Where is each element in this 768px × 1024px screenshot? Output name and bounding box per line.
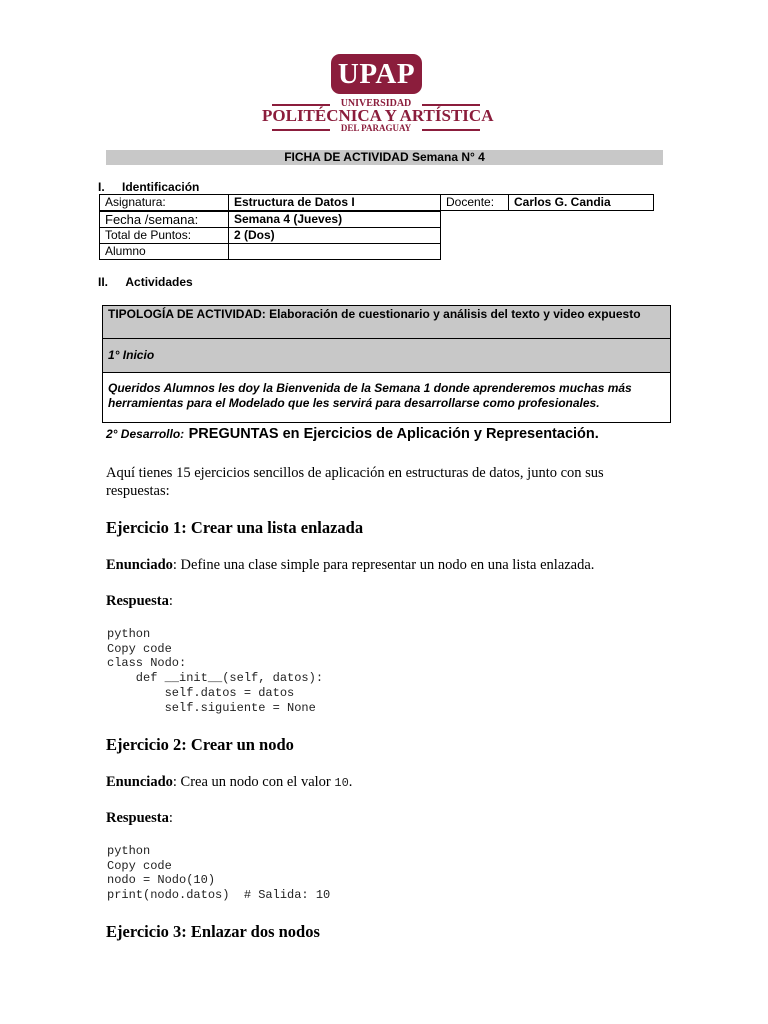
section-identificacion (98, 180, 199, 194)
logo-country: DEL PARAGUAY (340, 123, 412, 133)
identification-table (99, 194, 654, 211)
docente-value: Carlos G. Candia (509, 195, 654, 211)
logo-university: UNIVERSIDAD (340, 98, 412, 109)
identification-table-lower (99, 211, 441, 260)
inicio-row (103, 339, 670, 373)
logo-badge: UPAP (331, 54, 422, 94)
exercise-2-answer-label (106, 809, 173, 827)
alumno-value (229, 244, 441, 260)
section-number: II. (98, 275, 109, 289)
puntos-label: Total de Puntos: (100, 228, 229, 244)
exercise-2-title: Ejercicio 2: Crear un nodo (106, 735, 294, 754)
enunciado-label: Enunciado (106, 774, 173, 790)
asignatura-label: Asignatura: (100, 195, 229, 211)
alumno-label: Alumno (100, 244, 229, 260)
asignatura-value: Estructura de Datos I (229, 195, 441, 211)
logo-name: POLITÉCNICA Y ARTÍSTICA (262, 106, 494, 125)
exercise-1-answer-label (106, 592, 173, 610)
exercise-2-code: python Copy code nodo = Nodo(10) print(nodo.datos) # Salida: 10 (107, 844, 331, 903)
welcome-row (103, 373, 670, 422)
intro-paragraph: Aquí tienes 15 ejercicios sencillos de aplicación en estructuras de datos, junto con sus respuestas: (106, 465, 604, 499)
exercise-3-title: Ejercicio 3: Enlazar dos nodos (106, 922, 320, 941)
section-title: Identificación (122, 180, 200, 194)
fecha-label: Fecha /semana: (100, 212, 229, 228)
respuesta-colon: : (168, 810, 173, 826)
exercise-2-statement (106, 773, 352, 791)
statement-text: : Crea un nodo con el valor (172, 774, 335, 790)
respuesta-label: Respuesta (106, 593, 169, 609)
desarrollo-label: 2° Desarrollo: (106, 427, 185, 441)
tipologia-row: TIPOLOGÍA DE ACTIVIDAD: Elaboración de cuestionario y análisis del texto y video expuesto (103, 306, 670, 339)
inicio-label: 1° Inicio (108, 348, 155, 362)
exercise-1-title: Ejercicio 1: Crear una lista enlazada (106, 518, 364, 537)
enunciado-label: Enunciado (106, 557, 173, 573)
fecha-value: Semana 4 (Jueves) (229, 212, 441, 228)
exercise-1-code: python Copy code class Nodo: def __init__(self, datos): self.datos = datos self.siguiente = None (107, 627, 324, 715)
activity-box (102, 305, 671, 423)
desarrollo-heading (106, 425, 599, 443)
docente-label: Docente: (441, 195, 509, 211)
statement-end: . (348, 774, 353, 790)
exercise-1-statement (106, 556, 594, 574)
section-actividades (98, 275, 193, 289)
welcome-text: Queridos Alumnos les doy la Bienvenida de la Semana 1 donde aprenderemos muchas más herramientas para el Modelado que les servirá para desarrollarse como profesionales. (108, 381, 632, 410)
section-title: Actividades (125, 275, 193, 289)
respuesta-colon: : (168, 593, 173, 609)
statement-code: 10 (334, 776, 349, 790)
desarrollo-title: PREGUNTAS en Ejercicios de Aplicación y Representación. (188, 426, 599, 442)
section-number: I. (98, 180, 105, 194)
statement-text: : Define una clase simple para representar un nodo en una lista enlazada. (172, 557, 595, 573)
respuesta-label: Respuesta (106, 810, 169, 826)
puntos-value: 2 (Dos) (229, 228, 441, 244)
activity-sheet-title: FICHA DE ACTIVIDAD Semana N° 4 (106, 150, 663, 165)
